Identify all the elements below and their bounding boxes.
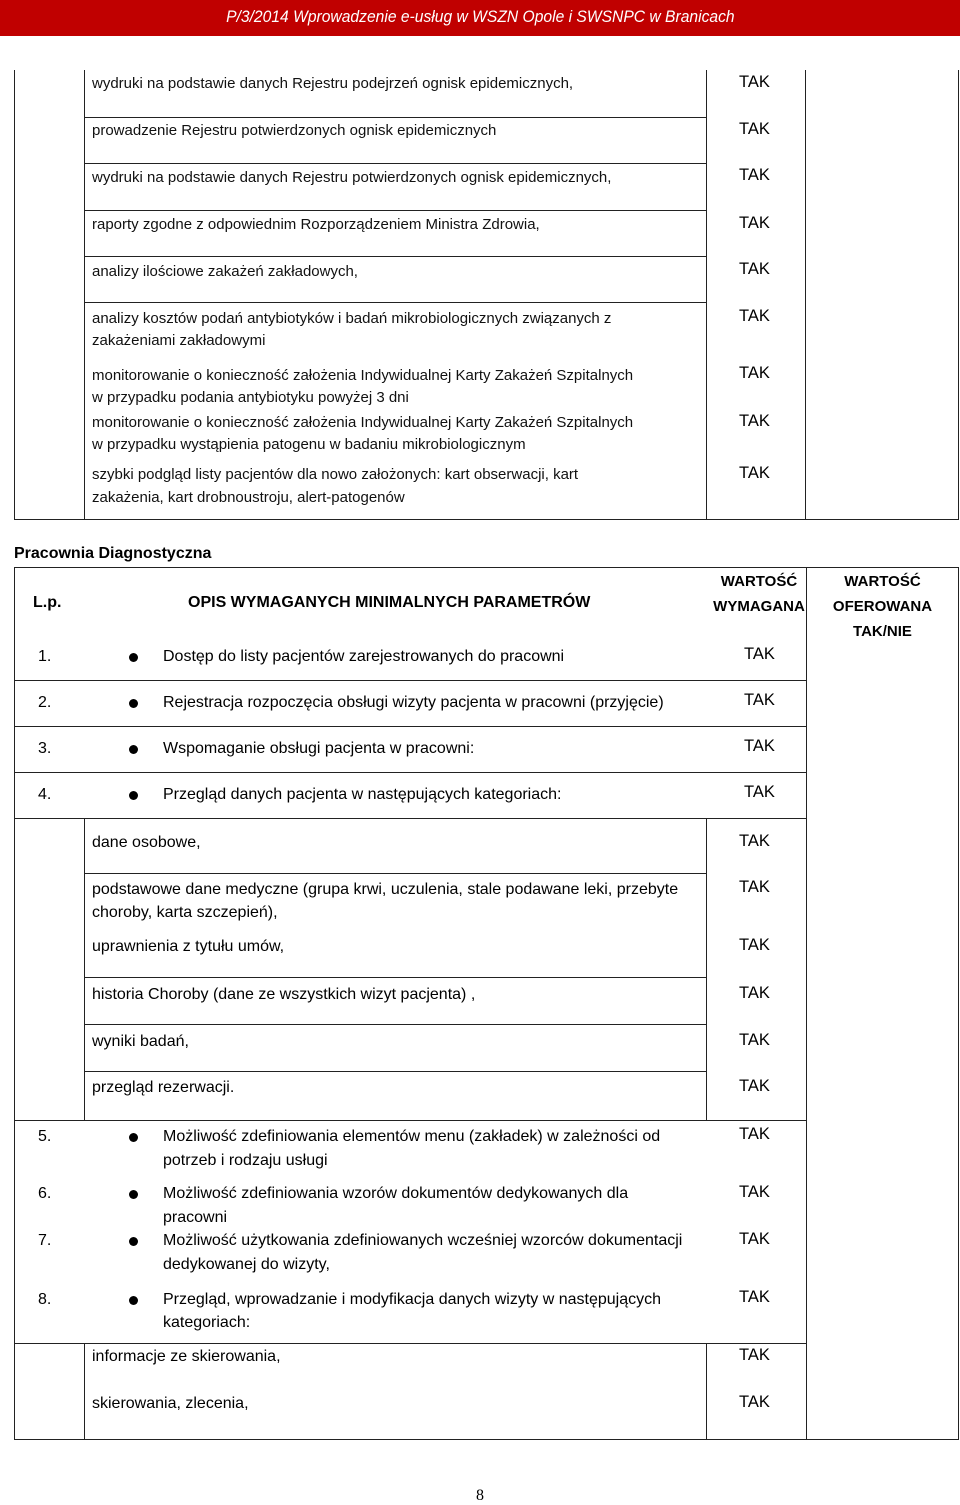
top-row-desc: prowadzenie Rejestru potwierdzonych ognisk epidemicznych	[92, 122, 497, 139]
bullet-point	[129, 1190, 138, 1199]
main-table-row-divider	[14, 818, 806, 819]
main-table-subcolumn-divider	[84, 1343, 85, 1439]
top-row-value: TAK	[739, 412, 770, 430]
top-table-row-divider	[84, 163, 706, 164]
header-wartosc-oferowana: TAK/NIE	[853, 623, 912, 640]
row-number: 1.	[38, 648, 52, 665]
top-row-desc: zakażenia, kart drobnoustroju, alert-patogenów	[92, 489, 405, 506]
top-table-border-bottom	[14, 519, 959, 520]
row-value: TAK	[739, 1393, 770, 1411]
row-value: TAK	[744, 691, 775, 709]
bullet-point	[129, 1133, 138, 1142]
page-number: 8	[476, 1487, 484, 1504]
row-value: TAK	[739, 1346, 770, 1364]
document-header-text: P/3/2014 Wprowadzenie e-usług w WSZN Opole i SWSNPC w Branicach	[225, 7, 735, 26]
bullet-point	[129, 1296, 138, 1305]
top-table-row-divider	[84, 210, 706, 211]
top-row-value: TAK	[739, 166, 770, 184]
top-row-value: TAK	[739, 260, 770, 278]
row-number: 3.	[38, 740, 52, 757]
top-row-desc: w przypadku podania antybiotyku powyżej 3 dni	[92, 389, 409, 406]
main-table-border-bottom	[14, 1439, 959, 1440]
top-row-value: TAK	[739, 73, 770, 91]
main-table-border-right	[958, 567, 959, 1440]
row-value: TAK	[739, 1031, 770, 1049]
row-value: TAK	[739, 1288, 770, 1306]
row-value: TAK	[744, 737, 775, 755]
main-table-column-divider	[806, 567, 807, 1440]
row-desc: Możliwość użytkowania zdefiniowanych wcześniej wzorców dokumentacji	[163, 1232, 683, 1249]
top-row-desc: szybki podgląd listy pacjentów dla nowo założonych: kart obserwacji, kart	[92, 466, 579, 483]
header-lp: L.p.	[33, 594, 62, 611]
top-table-column-divider	[706, 70, 707, 520]
header-wartosc-oferowana: WARTOŚĆ	[844, 573, 921, 590]
top-table-row-divider	[84, 256, 706, 257]
main-table-row-divider	[84, 873, 706, 874]
row-desc: Możliwość zdefiniowania elementów menu (zakładek) w zależności od	[163, 1128, 661, 1145]
row-number: 7.	[38, 1232, 52, 1249]
document-header-banner	[0, 0, 960, 36]
bullet-point	[129, 1237, 138, 1246]
top-row-desc: analizy ilościowe zakażeń zakładowych,	[92, 263, 358, 280]
top-table-border-right	[958, 70, 959, 520]
top-table-row-divider	[84, 302, 706, 303]
top-table-column-divider	[805, 70, 806, 520]
section-title: Pracownia Diagnostyczna	[14, 545, 212, 562]
row-value: TAK	[739, 936, 770, 954]
top-row-desc: wydruki na podstawie danych Rejestru podejrzeń ognisk epidemicznych,	[92, 75, 574, 92]
row-desc: Dostęp do listy pacjentów zarejestrowanych do pracowni	[163, 648, 565, 665]
row-number: 4.	[38, 786, 52, 803]
header-wartosc-wymagana: WARTOŚĆ	[720, 573, 798, 590]
bullet-point	[129, 745, 138, 754]
row-desc: przegląd rezerwacji.	[92, 1079, 235, 1096]
main-table-row-divider	[84, 1024, 706, 1025]
top-row-value: TAK	[739, 214, 770, 232]
row-value: TAK	[744, 645, 775, 663]
top-row-desc: monitorowanie o konieczność założenia Indywidualnej Karty Zakażeń Szpitalnych	[92, 367, 634, 384]
row-number: 8.	[38, 1291, 52, 1308]
top-row-desc: zakażeniami zakładowymi	[92, 332, 266, 349]
row-value: TAK	[739, 832, 770, 850]
row-number: 6.	[38, 1185, 52, 1202]
main-table-row-divider	[84, 977, 706, 978]
main-table-row-divider	[14, 1343, 806, 1344]
main-table-subcolumn-divider	[706, 1343, 707, 1439]
header-wartosc-wymagana: WYMAGANA	[713, 598, 805, 615]
row-value: TAK	[739, 1077, 770, 1095]
row-value: TAK	[739, 1183, 770, 1201]
top-row-desc: w przypadku wystąpienia patogenu w badaniu mikrobiologicznym	[92, 436, 526, 453]
main-table-row-divider	[14, 726, 806, 727]
header-opis: OPIS WYMAGANYCH MINIMALNYCH PARAMETRÓW	[188, 594, 591, 611]
row-number: 2.	[38, 694, 52, 711]
row-desc: potrzeb i rodzaju usługi	[163, 1152, 328, 1169]
row-desc: wyniki badań,	[92, 1033, 189, 1050]
top-row-desc: raporty zgodne z odpowiednim Rozporządzeniem Ministra Zdrowia,	[92, 216, 540, 233]
main-table-row-divider	[84, 1071, 706, 1072]
main-table-row-divider	[14, 680, 806, 681]
row-desc: dane osobowe,	[92, 834, 201, 851]
row-value: TAK	[744, 783, 775, 801]
top-row-desc: monitorowanie o konieczność założenia Indywidualnej Karty Zakażeń Szpitalnych	[92, 414, 634, 431]
main-table-row-divider	[14, 772, 806, 773]
row-desc: historia Choroby (dane ze wszystkich wizyt pacjenta) ,	[92, 986, 476, 1003]
row-desc: skierowania, zlecenia,	[92, 1395, 249, 1412]
top-row-desc: analizy kosztów podań antybiotyków i badań mikrobiologicznych związanych z	[92, 310, 612, 327]
top-row-value: TAK	[739, 120, 770, 138]
main-table-border-left	[14, 567, 15, 1440]
row-desc: Przegląd, wprowadzanie i modyfikacja danych wizyty w następujących	[163, 1291, 662, 1308]
top-table-column-divider	[84, 70, 85, 520]
main-table-subcolumn-divider	[706, 818, 707, 1120]
row-number: 5.	[38, 1128, 52, 1145]
row-desc: choroby, karta szczepień),	[92, 904, 278, 921]
row-value: TAK	[739, 1230, 770, 1248]
row-desc: Rejestracja rozpoczęcia obsługi wizyty pacjenta w pracowni (przyjęcie)	[163, 694, 664, 711]
bullet-point	[129, 791, 138, 800]
top-row-value: TAK	[739, 464, 770, 482]
row-desc: Wspomaganie obsługi pacjenta w pracowni:	[163, 740, 475, 757]
row-value: TAK	[739, 984, 770, 1002]
top-table-border-left	[14, 70, 15, 520]
row-desc: informacje ze skierowania,	[92, 1348, 281, 1365]
row-desc: uprawnienia z tytułu umów,	[92, 938, 285, 955]
row-desc: dedykowanej do wizyty,	[163, 1256, 330, 1273]
row-desc: podstawowe dane medyczne (grupa krwi, uczulenia, stale podawane leki, przebyte	[92, 881, 679, 898]
top-row-desc: wydruki na podstawie danych Rejestru potwierdzonych ognisk epidemicznych,	[92, 169, 612, 186]
row-desc: pracowni	[163, 1209, 228, 1226]
row-desc: Przegląd danych pacjenta w następujących kategoriach:	[163, 786, 562, 803]
main-table-row-divider	[14, 1120, 806, 1121]
row-desc: kategoriach:	[163, 1314, 251, 1331]
row-value: TAK	[739, 878, 770, 896]
row-desc: Możliwość zdefiniowania wzorów dokumentów dedykowanych dla	[163, 1185, 629, 1202]
top-row-value: TAK	[739, 307, 770, 325]
top-table-row-divider	[84, 117, 706, 118]
main-table-border-top	[14, 567, 959, 568]
row-value: TAK	[739, 1125, 770, 1143]
bullet-point	[129, 699, 138, 708]
top-row-value: TAK	[739, 364, 770, 382]
main-table-subcolumn-divider	[84, 818, 85, 1120]
header-wartosc-oferowana: OFEROWANA	[832, 598, 933, 615]
bullet-point	[129, 653, 138, 662]
